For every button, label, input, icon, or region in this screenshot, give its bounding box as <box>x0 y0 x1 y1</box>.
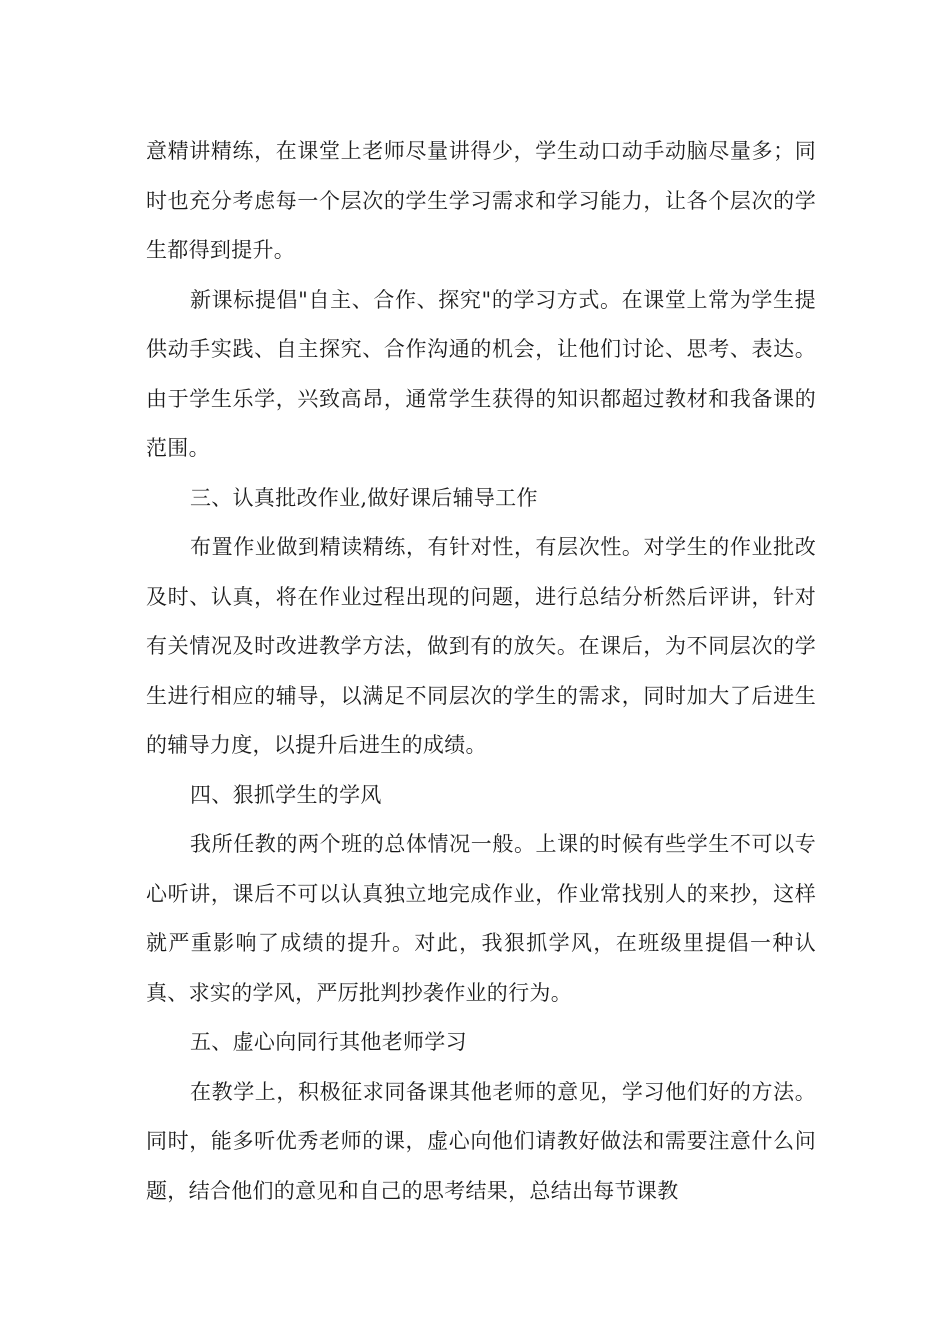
document-body <box>146 127 816 1216</box>
section-heading-study-habits: 四、狠抓学生的学风 <box>190 782 382 807</box>
paragraph-learn-from-peers: 在教学上，积极征求同备课其他老师的意见，学习他们好的方法。同时，能多听优秀老师的课，虚心向他们请教好做法和需要注意什么问题，结合他们的意见和自己的思考结果，总结出每节课教 <box>146 1079 816 1203</box>
section-heading-learn-from-peers: 五、虚心向同行其他老师学习 <box>190 1030 467 1054</box>
paragraph-homework: 布置作业做到精读精练，有针对性，有层次性。对学生的作业批改及时、认真，将在作业过程出现的问题，进行总结分析然后评讲，针对有关情况及时改进教学方法，做到有的放矢。在课后，为不同层次的学生进行相应的辅导，以满足不同层次的学生的需求，同时加大了后进生的辅导力度，以提升后进生的成绩。 <box>146 535 816 757</box>
paragraph-study-habits: 我所任教的两个班的总体情况一般。上课的时候有些学生不可以专心听讲，课后不可以认真独立地完成作业，作业常找别人的来抄，这样就严重影响了成绩的提升。对此，我狠抓学风，在班级里提倡一种认真、求实的学风，严厉批判抄袭作业的行为。 <box>146 832 816 1005</box>
paragraph-new-curriculum: 新课标提倡"自主、合作、探究"的学习方式。在课堂上常为学生提供动手实践、自主探究、合作沟通的机会，让他们讨论、思考、表达。由于学生乐学，兴致高昂，通常学生获得的知识都超过教材和我备课的范围。 <box>146 287 816 460</box>
paragraph-intro-continuation: 意精讲精练，在课堂上老师尽量讲得少，学生动口动手动脑尽量多；同时也充分考虑每一个层次的学生学习需求和学习能力，让各个层次的学生都得到提升。 <box>146 139 816 262</box>
section-heading-homework: 三、认真批改作业,做好课后辅导工作 <box>190 485 538 510</box>
